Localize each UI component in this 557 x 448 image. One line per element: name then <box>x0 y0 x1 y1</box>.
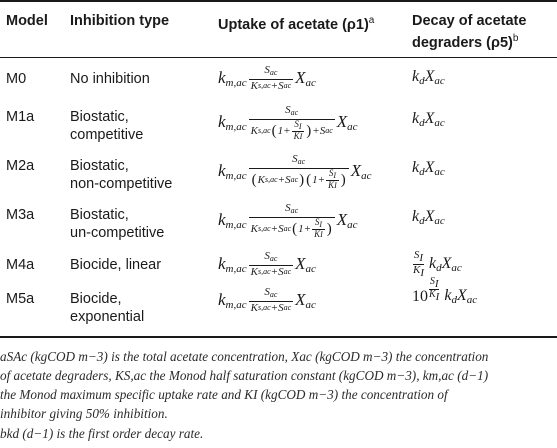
row-m1a-decay: $k_dX_{ac}$ <box>412 110 445 129</box>
row-m0-model: M0 <box>6 71 27 87</box>
row-m2a-type-line1: Biostatic, <box>70 158 129 174</box>
header-decay-sup: b <box>512 33 519 44</box>
footnote-a-line3: the Monod maximum specific uptake rate and KI (kgCOD m−3) the concentration of <box>0 387 448 402</box>
row-m3a-model: M3a <box>6 207 35 223</box>
header-uptake <box>218 12 374 34</box>
footnote-a-line4: inhibitor giving 50% inhibition. <box>0 406 168 421</box>
footnote-a-line1: aSAc (kgCOD m−3) is the total acetate concentration, Xac (kgCOD m−3) the concentration <box>0 349 489 364</box>
row-m0-uptake: $k_{m,ac}$ $S_{ac}$ K s,ac +S ac $X_{ac}$ <box>218 64 316 92</box>
row-m2a-uptake: $k_{m,ac}$ $S_{ac}$ ( K s,ac +S ac ) ( 1+ $S_I$ K I ) $X_{ac}$ <box>218 153 372 190</box>
row-m5a-decay: 10 $S_I$ $K_I$ $k_dX_{ac}$ <box>412 276 478 306</box>
row-m2a-decay: $k_dX_{ac}$ <box>412 159 445 178</box>
footnote-b: bkd (d−1) is the first order decay rate. <box>0 426 204 441</box>
row-m1a-type-line2: competitive <box>70 127 144 143</box>
header-decay-line1: Decay of acetate <box>412 13 527 29</box>
header-rule <box>0 57 557 58</box>
row-m1a-uptake: $k_{m,ac}$ $S_{ac}$ K s,ac ( 1+ $S_I$ K I ) +S ac $X_{ac}$ <box>218 104 358 141</box>
row-m3a-type-line2: un-competitive <box>70 225 165 241</box>
row-m2a-model: M2a <box>6 158 35 174</box>
header-uptake-sup: a <box>368 15 375 26</box>
header-inhibition-type: Inhibition type <box>70 13 170 29</box>
row-m4a-type: Biocide, linear <box>70 257 162 273</box>
row-m3a-type-line1: Biostatic, <box>70 207 129 223</box>
top-rule <box>0 0 557 2</box>
row-m3a-uptake: $k_{m,ac}$ $S_{ac}$ K s,ac +S ac ( 1+ $S_I$ K I ) $X_{ac}$ <box>218 202 358 239</box>
row-m5a-type-line1: Biocide, <box>70 291 122 307</box>
header-model: Model <box>6 13 48 29</box>
header-uptake-text: Uptake of acetate (ρ1) <box>218 16 369 33</box>
row-m3a-decay: $k_dX_{ac}$ <box>412 208 445 227</box>
bottom-rule <box>0 336 557 338</box>
row-m5a-type-line2: exponential <box>70 309 145 325</box>
footnote-a-line2: of acetate degraders, KS,ac the Monod half saturation constant (kgCOD m−3), km,ac (d−1) <box>0 368 489 383</box>
row-m2a-type-line2: non-competitive <box>70 176 173 192</box>
row-m5a-model: M5a <box>6 291 35 307</box>
header-decay-line2 <box>412 30 518 52</box>
row-m0-decay: $k_dX_{ac}$ <box>412 68 445 87</box>
row-m0-type: No inhibition <box>70 71 150 87</box>
row-m4a-uptake: $k_{m,ac}$ $S_{ac}$ K s,ac +S ac $X_{ac}$ <box>218 250 316 278</box>
row-m4a-decay: $S_I$ $K_I$ $k_dX_{ac}$ <box>413 249 462 279</box>
row-m1a-type-line1: Biostatic, <box>70 109 129 125</box>
row-m1a-model: M1a <box>6 109 35 125</box>
row-m5a-uptake: $k_{m,ac}$ $S_{ac}$ K s,ac +S ac $X_{ac}$ <box>218 286 316 314</box>
header-decay-text: degraders (ρ5) <box>412 34 513 51</box>
row-m4a-model: M4a <box>6 257 35 273</box>
